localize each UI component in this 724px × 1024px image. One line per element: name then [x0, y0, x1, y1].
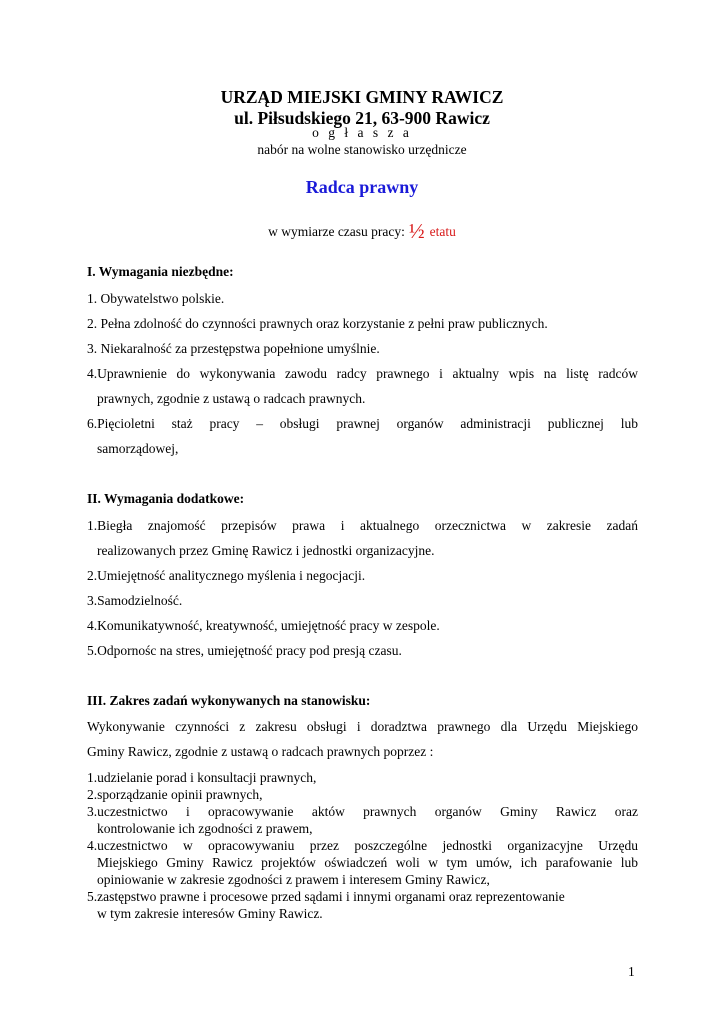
- section1-line: 2. Pełna zdolność do czynności prawnych oraz korzystanie z pełni praw publicznych.: [87, 316, 548, 331]
- section3-item: Miejskiego Gminy Rawicz projektów oświadczeń woli w tym umów, ich parafowanie lub: [97, 855, 638, 870]
- section3-heading: III. Zakres zadań wykonywanych na stanowisku:: [87, 693, 371, 708]
- time-label: w wymiarze czasu pracy:: [268, 224, 405, 239]
- section3-intro: Gminy Rawicz, zgodnie z ustawą o radcach prawnych poprzez :: [87, 744, 434, 759]
- org-address: ul. Piłsudskiego 21, 63-900 Rawicz: [234, 108, 490, 128]
- section3-item: kontrolowanie ich zgodności z prawem,: [97, 821, 313, 836]
- time-unit: etatu: [429, 224, 456, 239]
- section3-item: opiniowanie w zakresie zgodności z prawem i interesem Gminy Rawicz,: [97, 872, 490, 887]
- section2-line: 1.Biegła znajomość przepisów prawa i aktualnego orzecznictwa w zakresie zadań: [87, 518, 638, 533]
- section1-line: 6.Pięcioletni staż pracy – obsługi prawnej organów administracji publicznej lub: [87, 416, 638, 431]
- section2-line: 2.Umiejętność analitycznego myślenia i negocjacji.: [87, 568, 366, 583]
- section3-intro: Wykonywanie czynności z zakresu obsługi i doradztwa prawnego dla Urzędu Miejskiego: [87, 719, 638, 734]
- section3-item: 5.zastępstwo prawne i procesowe przed sądami i innymi organami oraz reprezentowanie: [87, 889, 565, 904]
- section3-item: 1.udzielanie porad i konsultacji prawnych,: [87, 770, 317, 785]
- org-name: URZĄD MIEJSKI GMINY RAWICZ: [220, 87, 504, 107]
- working-time: [0, 220, 724, 243]
- section2-line: 5.Odpornośc na stres, umiejętność pracy pod presją czasu.: [87, 643, 402, 658]
- position-title: Radca prawny: [305, 177, 419, 197]
- section3-item: 3.uczestnictwo i opracowywanie aktów prawnych organów Gminy Rawicz oraz: [87, 804, 638, 819]
- section1-line: 1. Obywatelstwo polskie.: [87, 291, 225, 306]
- section3-item: 2.sporządzanie opinii prawnych,: [87, 787, 263, 802]
- time-fraction: ½: [408, 219, 425, 243]
- announces-text: o g ł a s z a: [312, 125, 412, 140]
- section1-line: prawnych, zgodnie z ustawą o radcach prawnych.: [97, 391, 366, 406]
- section2-heading: II. Wymagania dodatkowe:: [87, 491, 245, 506]
- section2-line: 4.Komunikatywność, kreatywność, umiejętność pracy w zespole.: [87, 618, 440, 633]
- section2-line: realizowanych przez Gminę Rawicz i jednostki organizacyjne.: [97, 543, 435, 558]
- subtitle-text: nabór na wolne stanowisko urzędnicze: [257, 142, 467, 157]
- section2-line: 3.Samodzielność.: [87, 593, 183, 608]
- section3-item: w tym zakresie interesów Gminy Rawicz.: [97, 906, 323, 921]
- section1-line: samorządowej,: [97, 441, 179, 456]
- section1-line: 4.Uprawnienie do wykonywania zawodu radcy prawnego i aktualny wpis na listę radców: [87, 366, 638, 381]
- page-number: 1: [628, 964, 635, 979]
- section1-line: 3. Niekaralność za przestępstwa popełnione umyślnie.: [87, 341, 380, 356]
- section1-heading: I. Wymagania niezbędne:: [87, 264, 234, 279]
- section3-item: 4.uczestnictwo w opracowywaniu przez poszczególne jednostki organizacyjne Urzędu: [87, 838, 638, 853]
